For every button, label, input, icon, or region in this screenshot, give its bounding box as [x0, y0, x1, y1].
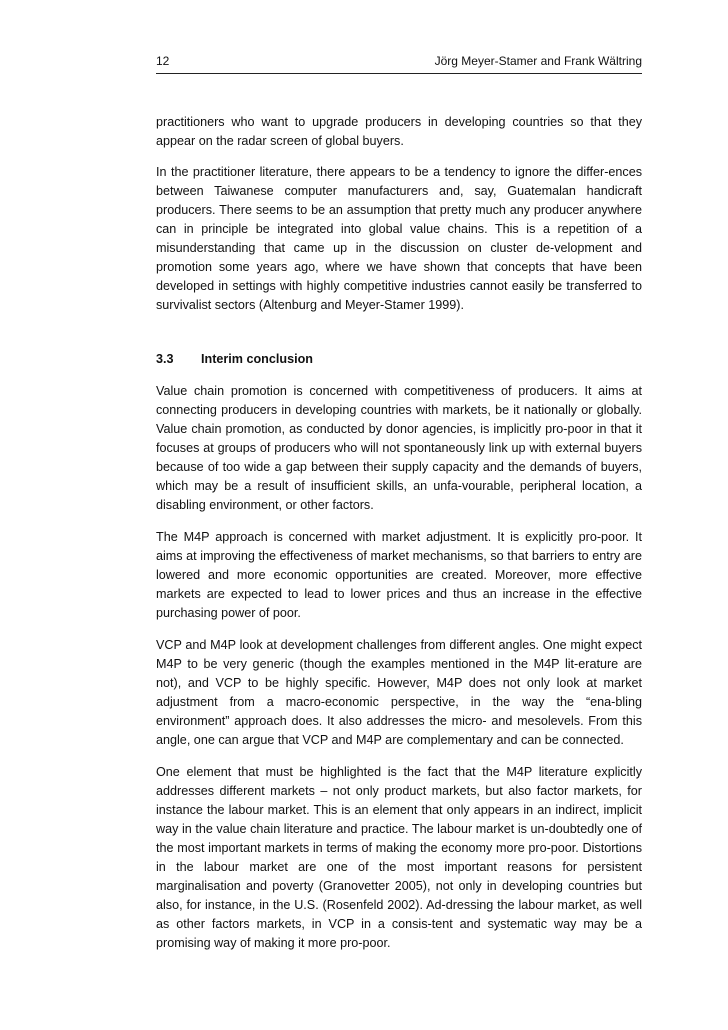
section-heading [156, 350, 642, 369]
paragraph-vcp-and-m4p: VCP and M4P look at development challenges from different angles. One might expect M4P to be very generic (though the examples mentioned in the M4P lit-erature are not), and VCP to be highly specific. However, M4P does not only look at market adjustment from a macro-economic perspective, in the way the “ena-bling environment” approach does. It also addresses the micro- and mesolevels. From this angle, one can argue that VCP and M4P are complementary and can be connected. [156, 638, 642, 747]
section-number: 3.3 [156, 352, 174, 366]
page-body [156, 113, 642, 966]
running-head-authors: Jörg Meyer-Stamer and Frank Wältring [434, 54, 642, 68]
paragraph-labour-market: One element that must be highlighted is the fact that the M4P literature explicitly addresses different markets – not only product markets, but also factor markets, for instance the labour market. This is an element that only appears in an indirect, implicit way in the value chain literature and practice. The labour market is un-doubtedly one of the most important markets in terms of making the economy more pro-poor. Distortions in the labour market are one of the most important reasons for persistent marginalisation and poverty (Granovetter 2005), not only in developing countries but also, for instance, in the U.S. (Rosenfeld 2002). Ad-dressing the labour market, as well as other factors markets, in VCP in a consis-tent and systematic way may be a promising way of making it more pro-poor. [156, 765, 642, 950]
paragraph-value-chain-promotion: Value chain promotion is concerned with competitiveness of producers. It aims at connecting producers in developing countries with markets, be it nationally or globally. Value chain promotion, as conducted by donor agencies, is implicitly pro-poor in that it focuses at groups of producers who will not spontaneously link up with external buyers because of too wide a gap between their supply capacity and the demands of buyers, which may be a result of insufficient skills, an unfa-vourable, peripheral location, a disabling environment, or other factors. [156, 384, 642, 512]
page-number: 12 [156, 54, 170, 68]
paragraph-practitioner-literature: In the practitioner literature, there appears to be a tendency to ignore the differ-ences between Taiwanese computer manufacturers and, say, Guatemalan handicraft producers. There seems to be an assumption that pretty much any producer anywhere can in principle be integrated into global value chains. This is a repetition of a misunderstanding that came up in the discussion on cluster de-velopment and promotion some years ago, where we have shown that concepts that have been developed in settings with highly competitive industries cannot easily be transferred to survivalist sectors (Altenburg and Meyer-Stamer 1999). [156, 165, 642, 312]
section-title: Interim conclusion [201, 352, 313, 366]
paragraph-continuation: practitioners who want to upgrade producers in developing countries so that they appear on the radar screen of global buyers. [156, 115, 642, 148]
paragraph-m4p-approach: The M4P approach is concerned with market adjustment. It is explicitly pro-poor. It aims at improving the effectiveness of market mechanisms, so that barriers to entry are lowered and more economic opportunities are created. Moreover, more effective markets are expected to lead to lower prices and thus an increase in the effective purchasing power of poor. [156, 530, 642, 620]
page-header [156, 51, 642, 74]
